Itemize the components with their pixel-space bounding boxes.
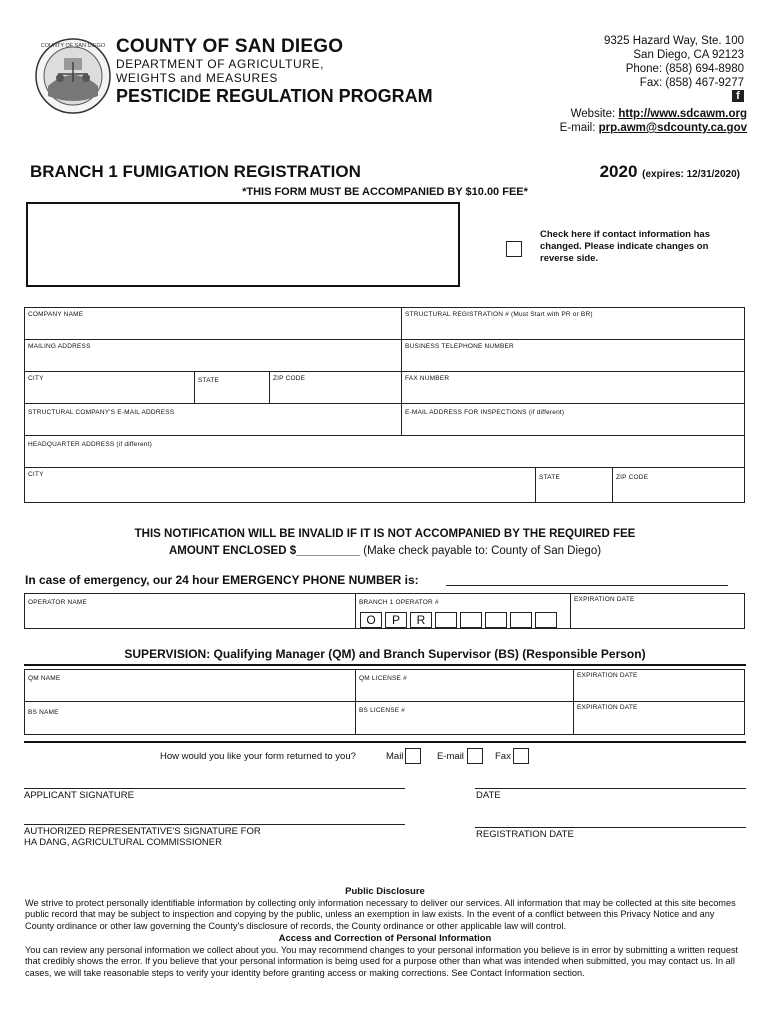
facebook-icon[interactable]: f xyxy=(732,90,744,102)
operator-expiration-field[interactable]: EXPIRATION DATE xyxy=(570,593,745,629)
hq-state-field[interactable]: STATE xyxy=(535,467,613,503)
disclosure-body: We strive to protect personally identifiable information by collecting only information necessary to deliver our services. All information that may be collected at this site becomes public record that may be subject to inspection and copying by the public, unless an exemption in law exists. In the event of a conflict between this Privacy Notice and any County ordinance or other law governing the County's disclosure of records, the County ordinance or other applicable law will control. xyxy=(25,898,736,931)
operator-digit-box[interactable] xyxy=(535,612,557,628)
county-seal-logo xyxy=(34,34,112,118)
return-mail-label: Mail xyxy=(386,751,404,762)
authorized-signature-line[interactable] xyxy=(24,824,405,825)
amount-enclosed: AMOUNT ENCLOSED $__________ (Make check payable to: County of San Diego) xyxy=(168,545,602,557)
registration-year: 2020 (expires: 12/31/2020) xyxy=(599,162,740,181)
operator-digit-box[interactable] xyxy=(510,612,532,628)
bs-expiration-field[interactable]: EXPIRATION DATE xyxy=(573,701,745,735)
registration-date-label: REGISTRATION DATE xyxy=(476,829,574,840)
qm-license-field[interactable]: QM LICENSE # xyxy=(355,669,574,702)
operator-name-field[interactable]: OPERATOR NAME xyxy=(24,593,356,629)
disclosure-title: Public Disclosure xyxy=(345,886,425,897)
email-link[interactable]: prp.awm@sdcounty.ca.gov xyxy=(598,122,747,134)
applicant-signature-label: APPLICANT SIGNATURE xyxy=(24,790,134,801)
city-field[interactable]: CITY xyxy=(24,371,195,404)
company-email-field[interactable]: STRUCTURAL COMPANY'S E-MAIL ADDRESS xyxy=(24,403,402,436)
hq-city-field[interactable]: CITY xyxy=(24,467,536,503)
date-label: DATE xyxy=(476,790,501,801)
website-link[interactable]: http://www.sdcawm.org xyxy=(618,108,747,120)
business-phone-field[interactable]: BUSINESS TELEPHONE NUMBER xyxy=(401,339,745,372)
supervision-title: SUPERVISION: Qualifying Manager (QM) and Branch Supervisor (BS) (Responsible Person) xyxy=(124,647,646,661)
return-fax-label: Fax xyxy=(495,751,511,762)
state-field[interactable]: STATE xyxy=(194,371,270,404)
qm-name-field[interactable]: QM NAME xyxy=(24,669,356,702)
mailing-address-field[interactable]: MAILING ADDRESS xyxy=(24,339,402,372)
hq-zip-field[interactable]: ZIP CODE xyxy=(612,467,745,503)
branch-operator-field[interactable]: BRANCH 1 OPERATOR # xyxy=(355,593,571,629)
opr-prefix-p: P xyxy=(385,612,407,628)
hq-address-field[interactable]: HEADQUARTER ADDRESS (if different) xyxy=(24,435,745,468)
bs-name-field[interactable]: BS NAME xyxy=(24,701,356,735)
operator-digit-box[interactable] xyxy=(460,612,482,628)
authorized-signature-label: AUTHORIZED REPRESENTATIVE'S SIGNATURE FOR HA DANG, AGRICULTURAL COMMISSIONER xyxy=(24,826,261,848)
invalid-warning: THIS NOTIFICATION WILL BE INVALID IF IT IS NOT ACCOMPANIED BY THE REQUIRED FEE xyxy=(134,528,636,540)
return-method-question: How would you like your form returned to you? xyxy=(160,751,356,762)
opr-prefix-r: R xyxy=(410,612,432,628)
access-body: You can review any personal information we collect about you. You may recommend changes to your personal information you believe is in error by submitting a written request that credibly shows the error. If you believe that your personal information is being used for a purpose other than what was intended when submitted, you may contact us. In all cases, we will take reasonable steps to verify your identity before granting access or making corrections. See Contact Information section. xyxy=(25,945,739,978)
company-name-field[interactable]: COMPANY NAME xyxy=(24,307,402,340)
county-name: COUNTY OF SAN DIEGO xyxy=(116,36,344,57)
return-email-label: E-mail xyxy=(437,751,464,762)
return-mail-checkbox[interactable] xyxy=(405,748,421,764)
divider xyxy=(24,741,746,743)
operator-digit-box[interactable] xyxy=(435,612,457,628)
inspection-email-field[interactable]: E-MAIL ADDRESS FOR INSPECTIONS (if different) xyxy=(401,403,745,436)
contact-change-note: Check here if contact information has changed. Please indicate changes on reverse side. xyxy=(540,229,710,264)
applicant-signature-line[interactable] xyxy=(24,788,405,789)
return-email-checkbox[interactable] xyxy=(467,748,483,764)
svg-text:COUNTY OF SAN DIEGO: COUNTY OF SAN DIEGO xyxy=(40,43,106,49)
form-title: BRANCH 1 FUMIGATION REGISTRATION xyxy=(30,162,361,181)
return-fax-checkbox[interactable] xyxy=(513,748,529,764)
access-title: Access and Correction of Personal Information xyxy=(278,933,492,944)
emergency-phone-label: In case of emergency, our 24 hour EMERGENCY PHONE NUMBER is: xyxy=(25,573,419,587)
emergency-phone-input[interactable] xyxy=(446,584,728,586)
divider xyxy=(24,664,746,666)
office-address: 9325 Hazard Way, Ste. 100 San Diego, CA 92123 Phone: (858) 694-8980 Fax: (858) 467-9277 xyxy=(604,35,744,89)
program-name: PESTICIDE REGULATION PROGRAM xyxy=(116,86,433,106)
fax-number-field[interactable]: FAX NUMBER xyxy=(401,371,745,404)
date-line[interactable] xyxy=(475,788,746,789)
zip-field[interactable]: ZIP CODE xyxy=(269,371,402,404)
fee-notice: *THIS FORM MUST BE ACCOMPANIED BY $10.00 FEE* xyxy=(242,186,528,198)
contact-changed-checkbox[interactable] xyxy=(506,241,522,257)
opr-prefix-o: O xyxy=(360,612,382,628)
contact-links: Website: http://www.sdcawm.org E-mail: prp.awm@sdcounty.ca.gov xyxy=(559,108,747,134)
mailing-address-box[interactable] xyxy=(26,202,460,287)
department-name: DEPARTMENT OF AGRICULTURE, WEIGHTS and MEASURES xyxy=(116,57,325,85)
structural-registration-field[interactable]: STRUCTURAL REGISTRATION # (Must Start with PR or BR) xyxy=(401,307,745,340)
bs-license-field[interactable]: BS LICENSE # xyxy=(355,701,574,735)
qm-expiration-field[interactable]: EXPIRATION DATE xyxy=(573,669,745,702)
operator-digit-box[interactable] xyxy=(485,612,507,628)
registration-date-line[interactable] xyxy=(475,827,746,828)
